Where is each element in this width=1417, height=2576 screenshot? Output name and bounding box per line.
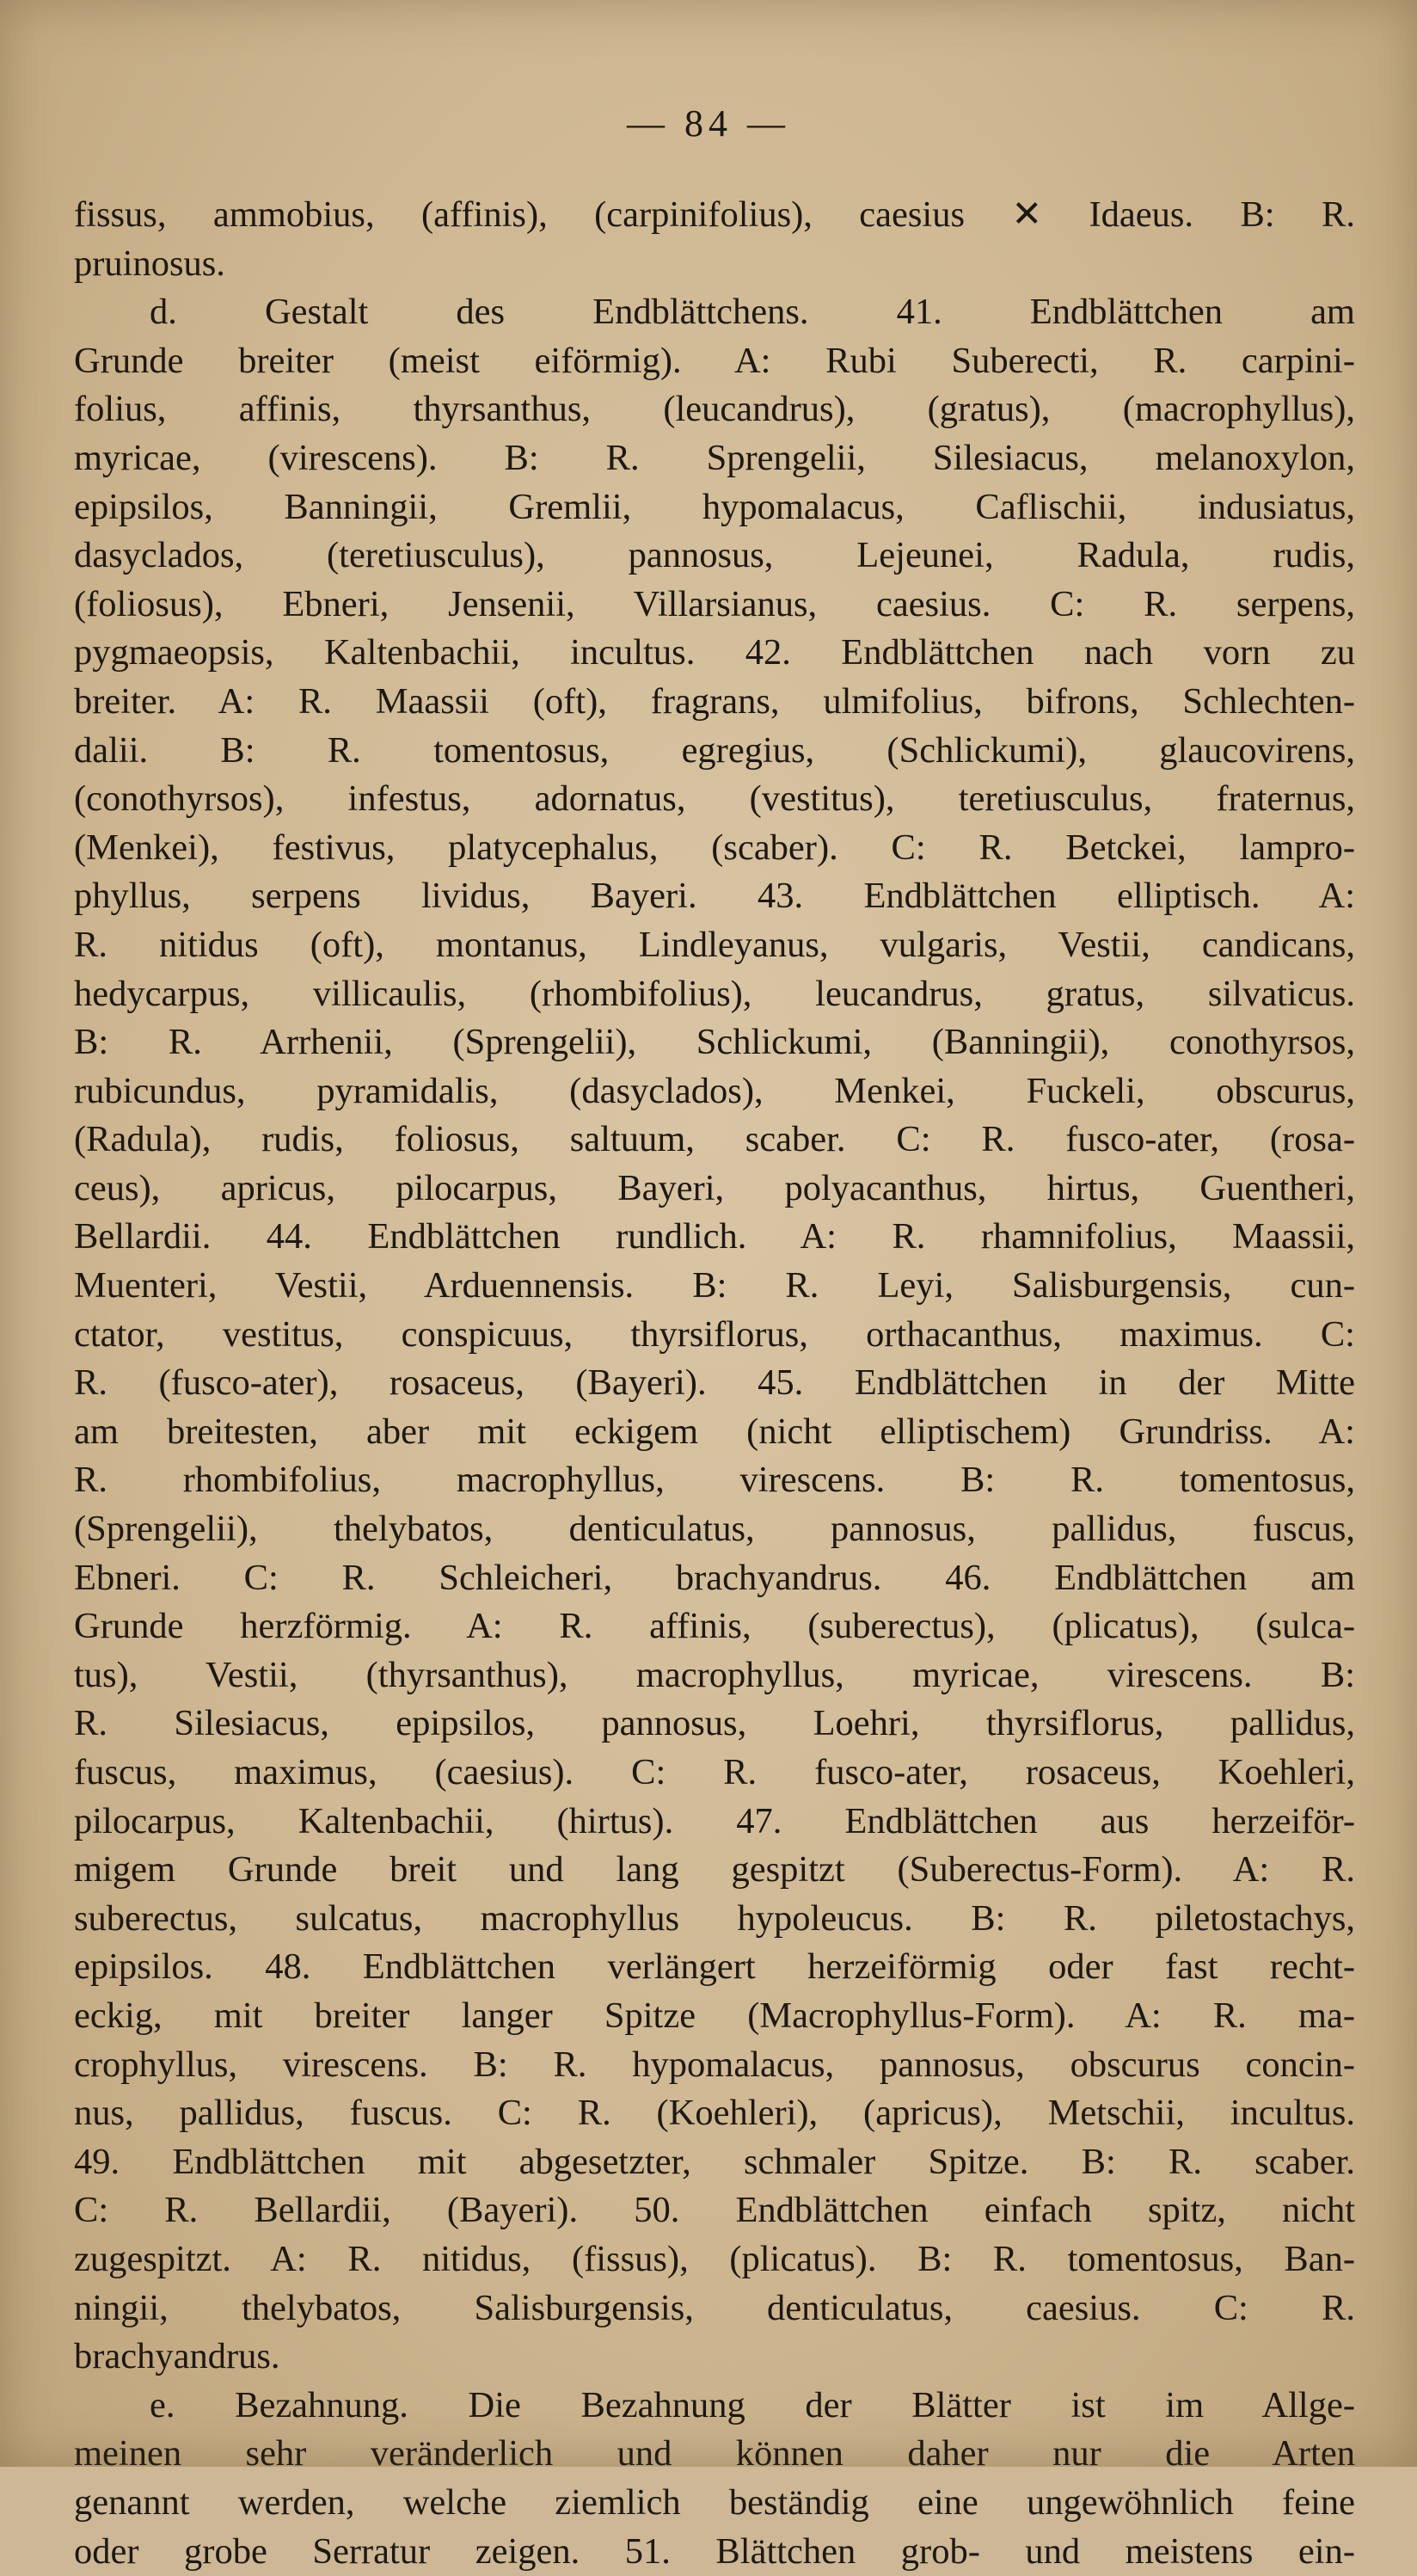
text-line: (foliosus), Ebneri, Jensenii, Villarsianus, caesius. C: R. serpens, xyxy=(74,581,1355,630)
text-line: suberectus, sulcatus, macrophyllus hypoleucus. B: R. piletostachys, xyxy=(74,1895,1355,1944)
text-line: e. Bezahnung. Die Bezahnung der Blätter ist im Allge- xyxy=(74,2382,1355,2431)
text-line: epipsilos, Banningii, Gremlii, hypomalacus, Caflischii, indusiatus, xyxy=(74,483,1355,532)
text-line: zugespitzt. A: R. nitidus, (fissus), (plicatus). B: R. tomentosus, Ban- xyxy=(74,2235,1355,2284)
text-line: (Radula), rudis, foliosus, saltuum, scaber. C: R. fusco-ater, (rosa- xyxy=(74,1116,1355,1165)
text-line: (Sprengelii), thelybatos, denticulatus, pannosus, pallidus, fuscus, xyxy=(74,1505,1355,1554)
text-line: R. (fusco-ater), rosaceus, (Bayeri). 45. Endblättchen in der Mitte xyxy=(74,1359,1355,1408)
text-line: Grunde herzförmig. A: R. affinis, (suberectus), (plicatus), (sulca- xyxy=(74,1602,1355,1651)
text-line: fissus, ammobius, (affinis), (carpinifolius), caesius ✕ Idaeus. B: R. xyxy=(74,191,1355,240)
text-line: ctator, vestitus, conspicuus, thyrsiflorus, orthacanthus, maximus. C: xyxy=(74,1311,1355,1360)
text-line: ceus), apricus, pilocarpus, Bayeri, polyacanthus, hirtus, Guentheri, xyxy=(74,1165,1355,1214)
text-line: folius, affinis, thyrsanthus, (leucandrus), (gratus), (macrophyllus), xyxy=(74,385,1355,434)
text-line: pygmaeopsis, Kaltenbachii, incultus. 42. Endblättchen nach vorn zu xyxy=(74,629,1355,678)
text-line: (conothyrsos), infestus, adornatus, (vestitus), teretiusculus, fraternus, xyxy=(74,775,1355,824)
text-line: tus), Vestii, (thyrsanthus), macrophyllus, myricae, virescens. B: xyxy=(74,1651,1355,1700)
text-line: fuscus, maximus, (caesius). C: R. fusco-ater, rosaceus, Koehleri, xyxy=(74,1749,1355,1798)
text-line: dalii. B: R. tomentosus, egregius, (Schlickumi), glaucovirens, xyxy=(74,727,1355,776)
text-line: (Menkei), festivus, platycephalus, (scaber). C: R. Betckei, lampro- xyxy=(74,824,1355,873)
text-line: d. Gestalt des Endblättchens. 41. Endblättchen am xyxy=(74,288,1355,337)
text-line: eckig, mit breiter langer Spitze (Macrophyllus-Form). A: R. ma- xyxy=(74,1992,1355,2041)
text-line: Ebneri. C: R. Schleicheri, brachyandrus. 46. Endblättchen am xyxy=(74,1554,1355,1603)
text-line: rubicundus, pyramidalis, (dasyclados), Menkei, Fuckeli, obscurus, xyxy=(74,1067,1355,1116)
text-line: 49. Endblättchen mit abgesetzter, schmaler Spitze. B: R. scaber. xyxy=(74,2138,1355,2187)
text-line: phyllus, serpens lividus, Bayeri. 43. Endblättchen elliptisch. A: xyxy=(74,872,1355,921)
text-line: am breitesten, aber mit eckigem (nicht elliptischem) Grundriss. A: xyxy=(74,1408,1355,1457)
text-line: brachyandrus. xyxy=(74,2333,1355,2382)
text-line: myricae, (virescens). B: R. Sprengelii, Silesiacus, melanoxylon, xyxy=(74,434,1355,483)
text-line: Grunde breiter (meist eiförmig). A: Rubi Suberecti, R. carpini- xyxy=(74,337,1355,386)
text-line: breiter. A: R. Maassii (oft), fragrans, ulmifolius, bifrons, Schlechten- xyxy=(74,678,1355,727)
text-line: crophyllus, virescens. B: R. hypomalacus, pannosus, obscurus concin- xyxy=(74,2041,1355,2090)
text-line: nus, pallidus, fuscus. C: R. (Koehleri), (apricus), Metschii, incultus. xyxy=(74,2089,1355,2138)
text-line: genannt werden, welche ziemlich beständig eine ungewöhnlich feine xyxy=(74,2479,1355,2528)
text-line: pruinosus. xyxy=(74,240,1355,289)
text-line: R. Silesiacus, epipsilos, pannosus, Loehri, thyrsiflorus, pallidus, xyxy=(74,1700,1355,1749)
text-line: migem Grunde breit und lang gespitzt (Suberectus-Form). A: R. xyxy=(74,1846,1355,1895)
text-line: oder grobe Serratur zeigen. 51. Blättchen grob- und meistens ein- xyxy=(74,2528,1355,2576)
text-line: B: R. Arrhenii, (Sprengelii), Schlickumi, (Banningii), conothyrsos, xyxy=(74,1018,1355,1067)
text-line: C: R. Bellardii, (Bayeri). 50. Endblättchen einfach spitz, nicht xyxy=(74,2186,1355,2235)
text-line: Muenteri, Vestii, Arduennensis. B: R. Leyi, Salisburgensis, cun- xyxy=(74,1262,1355,1311)
text-line: R. rhombifolius, macrophyllus, virescens. B: R. tomentosus, xyxy=(74,1456,1355,1505)
text-line: R. nitidus (oft), montanus, Lindleyanus, vulgaris, Vestii, candicans, xyxy=(74,921,1355,970)
body-text xyxy=(74,191,1355,2576)
text-line: Bellardii. 44. Endblättchen rundlich. A: R. rhamnifolius, Maassii, xyxy=(74,1213,1355,1262)
text-line: dasyclados, (teretiusculus), pannosus, Lejeunei, Radula, rudis, xyxy=(74,532,1355,581)
text-line: ningii, thelybatos, Salisburgensis, denticulatus, caesius. C: R. xyxy=(74,2284,1355,2333)
text-line: epipsilos. 48. Endblättchen verlängert herzeiförmig oder fast recht- xyxy=(74,1943,1355,1992)
text-line: pilocarpus, Kaltenbachii, (hirtus). 47. Endblättchen aus herzeiför- xyxy=(74,1798,1355,1847)
page-number: — 84 — xyxy=(0,101,1417,145)
text-line: meinen sehr veränderlich und können daher nur die Arten xyxy=(74,2430,1355,2479)
text-line: hedycarpus, villicaulis, (rhombifolius), leucandrus, gratus, silvaticus. xyxy=(74,970,1355,1019)
